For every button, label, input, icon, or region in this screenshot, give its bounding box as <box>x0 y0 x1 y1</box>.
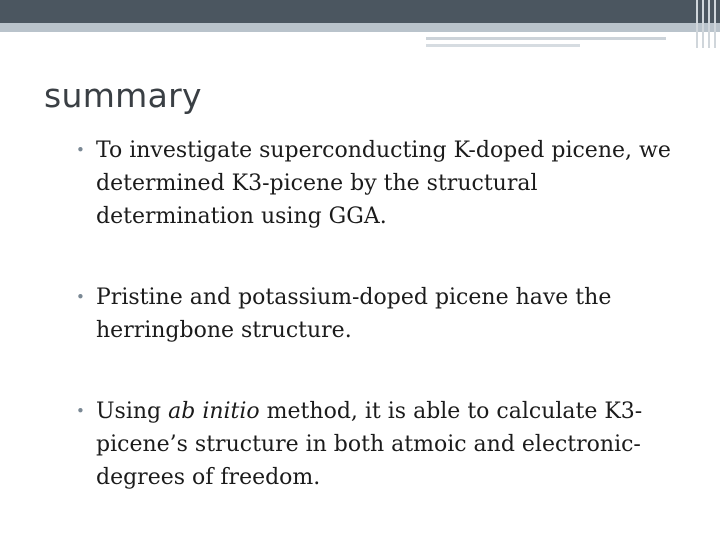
header-accent-line-1 <box>426 37 666 40</box>
bullet-text: To investigate superconducting K-doped picene, we determined K3-picene by the structural determination using GGA. <box>96 138 671 229</box>
bullet-item <box>76 281 676 347</box>
bullet-icon: • <box>76 402 85 420</box>
corner-decoration <box>694 0 720 48</box>
bullet-text-prefix: Using <box>96 399 169 424</box>
bullet-text: Pristine and potassium-doped picene have the herringbone structure. <box>96 285 612 343</box>
header-bar-light <box>0 23 720 32</box>
bullet-icon: • <box>76 288 85 306</box>
bullet-text-emphasis: ab initio <box>168 399 260 424</box>
bullet-list <box>76 134 676 494</box>
bullet-item <box>76 134 676 233</box>
bullet-icon: • <box>76 141 85 159</box>
bullet-item <box>76 395 676 494</box>
slide-title: summary <box>44 76 202 115</box>
header-bar-dark <box>0 0 720 23</box>
bullet-text-suffix: method, it is able to calculate K3-picene’s structure in both atmoic and electronic-degrees of freedom. <box>96 399 643 490</box>
header-accent-line-2 <box>426 44 580 47</box>
